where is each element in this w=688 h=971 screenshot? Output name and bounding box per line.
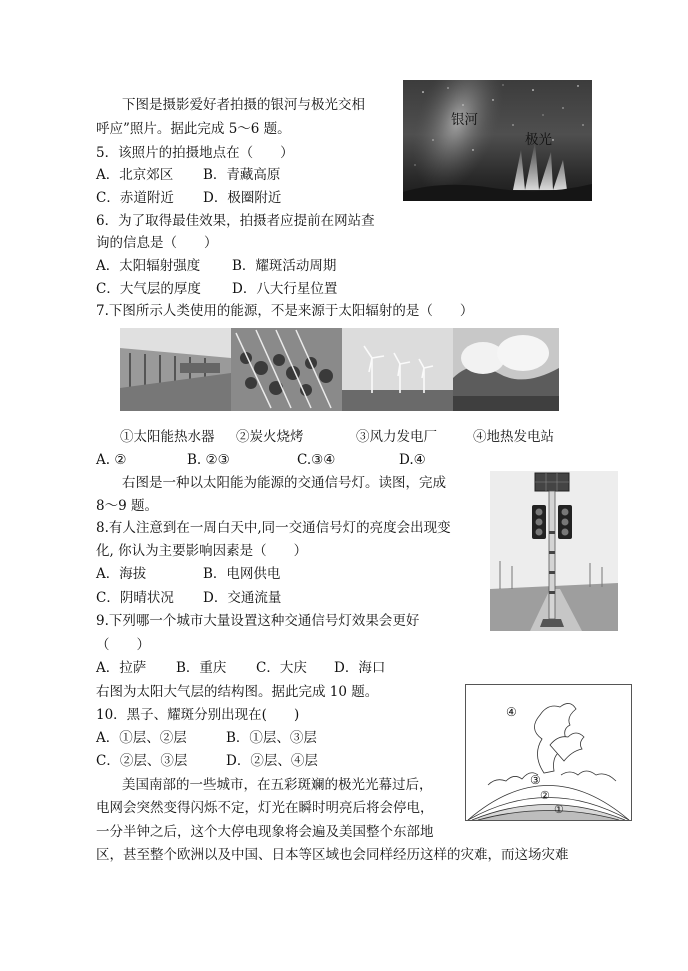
q9-option-c: C．大庆: [256, 660, 307, 676]
q5-option-c: C．赤道附近: [96, 190, 174, 206]
q8-stem-2: 化, 你认为主要影响因素是（ ）: [96, 543, 308, 559]
q8-option-a: A．海拔: [96, 566, 147, 582]
q5-option-a: A．北京郊区: [96, 167, 174, 183]
q9-stem-1: 9.下列哪一个城市大量设置这种交通信号灯效果会更好: [96, 613, 420, 629]
q6-option-b: B．耀斑活动周期: [232, 258, 337, 274]
geothermal-plant-photo: [453, 328, 559, 411]
solar-water-heater-image: [120, 328, 231, 411]
layer-2-label: ②: [540, 789, 550, 802]
intro-line-2: 呼应”照片。据此完成 5～6 题。: [96, 121, 291, 137]
layer-1-label: ①: [554, 803, 564, 816]
q5-option-b: B．青藏高原: [203, 167, 281, 183]
q10-option-b: B．①层、③层: [226, 730, 317, 746]
layer-3-label: ③: [530, 773, 541, 787]
q7-caption-2: ②炭火烧烤: [236, 429, 304, 445]
q10-option-d: D．②层、④层: [226, 753, 318, 769]
q7-option-c: C.③④: [297, 452, 336, 468]
q9-option-a: A．拉萨: [96, 660, 147, 676]
milky-way-aurora-image: [403, 80, 592, 201]
q7-caption-3: ③风力发电厂: [356, 429, 437, 445]
aurora-label: 极光: [525, 132, 552, 148]
solar-water-heater-photo: [120, 328, 231, 411]
q8-option-c: C．阴晴状况: [96, 590, 174, 606]
passage-line-3: 一分半钟之后，这个大停电现象将会遍及美国整个东部地: [96, 824, 434, 840]
q7-option-b: B. ②③: [187, 452, 230, 468]
solar-traffic-light-image: [490, 471, 618, 631]
q7-caption-1: ①太阳能热水器: [120, 429, 215, 445]
solar-atmosphere-diagram: [465, 684, 632, 821]
milky-way-label: 银河: [451, 112, 478, 128]
q8-option-b: B．电网供电: [203, 566, 281, 582]
q10-option-c: C．②层、③层: [96, 753, 188, 769]
q8-option-d: D．交通流量: [203, 590, 282, 606]
charcoal-barbecue-image: [231, 328, 342, 411]
q7-caption-4: ④地热发电站: [473, 429, 554, 445]
milky-way-aurora-photo: [403, 80, 592, 201]
q7-stem: 7.下图所示人类使用的能源，不是来源于太阳辐射的是（ ）: [96, 303, 474, 319]
charcoal-barbecue-photo: [231, 328, 342, 411]
q6-stem-1: 6．为了取得最佳效果，拍摄者应提前在网站查: [96, 213, 375, 229]
wind-farm-image: [342, 328, 453, 411]
layer-4-label: ④: [506, 705, 517, 719]
q6-option-d: D．八大行星位置: [232, 281, 338, 297]
geothermal-plant-image: [453, 328, 559, 411]
q5-stem: 5．该照片的拍摄地点在（ ）: [96, 145, 294, 161]
q6-option-c: C．大气层的厚度: [96, 281, 201, 297]
q6-option-a: A．太阳辐射强度: [96, 258, 201, 274]
passage-line-1: 美国南部的一些城市，在五彩斑斓的极光光幕过后，: [122, 777, 433, 793]
solar-traffic-light-photo: [490, 471, 618, 631]
intro-line-1: 下图是摄影爱好者拍摄的银河与极光交相: [122, 97, 365, 113]
intro-8-9-line-2: 8～9 题。: [96, 498, 158, 514]
q10-stem: 10．黑子、耀斑分别出现在( ): [96, 707, 300, 723]
intro-10: 右图为太阳大气层的结构图。据此完成 10 题。: [96, 684, 379, 700]
q9-stem-2: （ ）: [96, 637, 150, 653]
q6-stem-2: 询的信息是（ ）: [96, 235, 218, 251]
passage-line-2: 电网会突然变得闪烁不定，灯光在瞬时明亮后将会停电，: [96, 800, 434, 816]
q10-option-a: A．①层、②层: [96, 730, 187, 746]
q5-option-d: D．极圈附近: [203, 190, 282, 206]
q9-option-b: B．重庆: [176, 660, 227, 676]
intro-8-9-line-1: 右图是一种以太阳能为能源的交通信号灯。读图，完成: [122, 475, 446, 491]
q7-option-a: A. ②: [96, 452, 127, 468]
passage-line-4: 区，甚至整个欧洲以及中国、日本等区域也会同样经历这样的灾难，而这场灾难: [96, 847, 569, 863]
q8-stem-1: 8.有人注意到在一周白天中,同一交通信号灯的亮度会出现变: [96, 520, 451, 536]
q7-option-d: D.④: [399, 452, 426, 468]
q9-option-d: D．海口: [334, 660, 386, 676]
wind-farm-photo: [342, 328, 453, 411]
